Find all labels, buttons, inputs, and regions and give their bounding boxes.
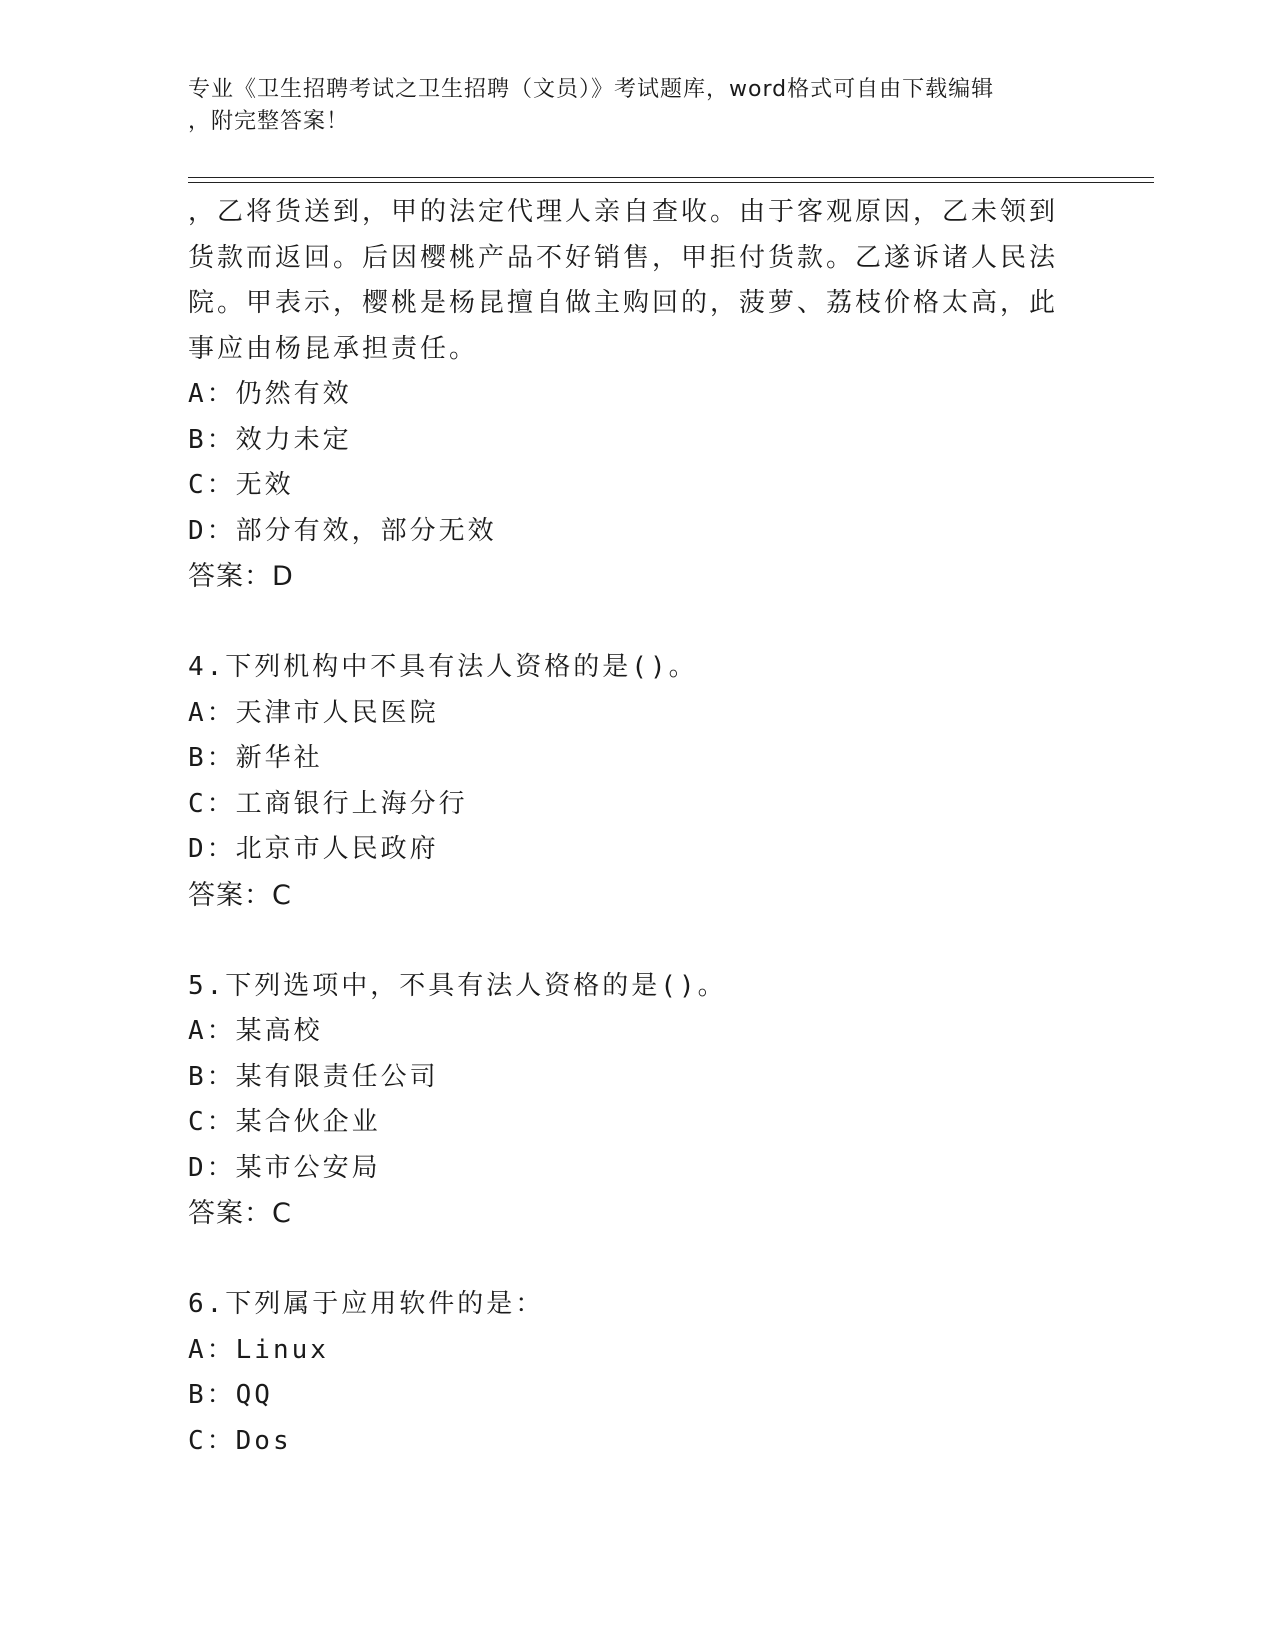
stem-line: 事应由杨昆承担责任。 — [188, 333, 479, 364]
answer-line: 答案：C — [188, 1198, 292, 1229]
option-c: C：无效 — [188, 470, 294, 500]
option-d: D：北京市人民政府 — [188, 834, 439, 864]
question-spacer — [188, 918, 1088, 964]
option-a: A：某高校 — [188, 1016, 323, 1046]
document-header — [188, 74, 1068, 138]
option-b: B：效力未定 — [188, 424, 352, 455]
option-c: C：某合伙企业 — [188, 1107, 381, 1137]
header-divider-bottom — [188, 182, 1154, 183]
option-b: B：新华社 — [188, 743, 323, 773]
question-stem: 6.下列属于应用软件的是： — [188, 1289, 545, 1319]
question-spacer — [188, 1237, 1088, 1283]
header-title-line-2: ，附完整答案！ — [188, 109, 350, 134]
option-d: D：部分有效，部分无效 — [188, 515, 497, 546]
question-stem: 4.下列机构中不具有法人资格的是()。 — [188, 652, 698, 682]
question-content — [188, 190, 1088, 1464]
answer-line: 答案：C — [188, 879, 292, 911]
header-title-line-1: 专业《卫生招聘考试之卫生招聘（文员）》考试题库，word格式可自由下载编辑 — [188, 77, 995, 102]
header-divider-top — [188, 177, 1154, 178]
stem-line: ，乙将货送到，甲的法定代理人亲自查收。由于客观原因，乙未领到 — [188, 197, 1059, 227]
option-c: C：工商银行上海分行 — [188, 788, 468, 819]
option-a: A：仍然有效 — [188, 379, 352, 409]
option-a: A：Linux — [188, 1334, 329, 1365]
question-6 — [188, 1282, 1088, 1464]
question-5 — [188, 964, 1088, 1237]
option-b: B：某有限责任公司 — [188, 1061, 439, 1092]
question-spacer — [188, 600, 1088, 646]
stem-line: 货款而返回。后因樱桃产品不好销售，甲拒付货款。乙遂诉诸人民法 — [188, 242, 1059, 273]
question-4 — [188, 645, 1088, 918]
option-c: C：Dos — [188, 1425, 292, 1456]
option-b: B：QQ — [188, 1380, 273, 1410]
question-3-continuation — [188, 190, 1088, 600]
stem-line: 院。甲表示，樱桃是杨昆擅自做主购回的，菠萝、荔枝价格太高，此 — [188, 288, 1059, 318]
question-stem: 5.下列选项中，不具有法人资格的是()。 — [188, 970, 727, 1001]
option-a: A：天津市人民医院 — [188, 697, 439, 728]
option-d: D：某市公安局 — [188, 1152, 381, 1183]
answer-line: 答案：D — [188, 561, 294, 592]
